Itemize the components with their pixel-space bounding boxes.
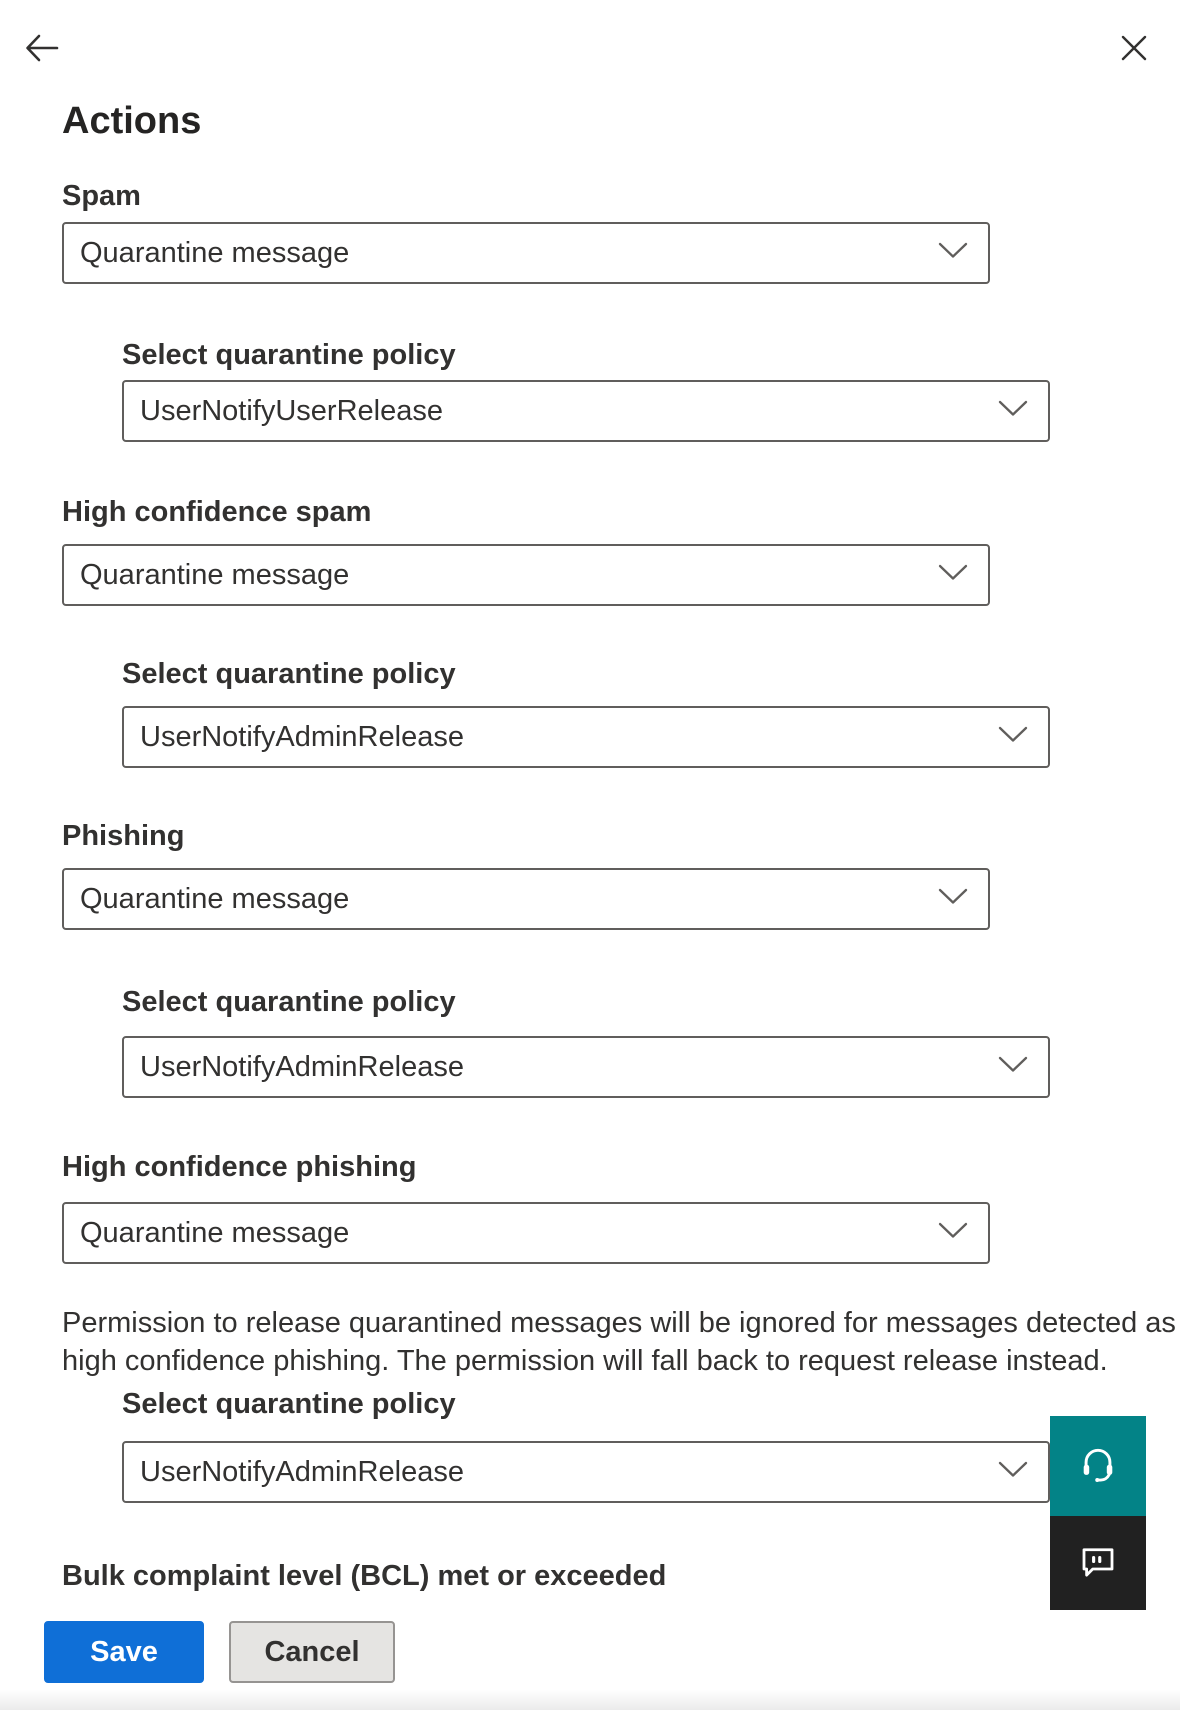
high-confidence-spam-quarantine-policy-select[interactable]	[122, 706, 1050, 768]
high-confidence-spam-policy-label: Select quarantine policy	[122, 658, 456, 690]
chevron-down-icon	[938, 1222, 968, 1244]
high-confidence-spam-label: High confidence spam	[62, 496, 372, 528]
headset-icon	[1076, 1443, 1120, 1490]
help-widget-stack	[1050, 1416, 1146, 1610]
chevron-down-icon	[998, 1056, 1028, 1078]
footer-bar	[0, 1598, 1180, 1710]
phishing-policy-value: UserNotifyAdminRelease	[140, 1050, 464, 1083]
high-confidence-phishing-action-value: Quarantine message	[80, 1216, 350, 1249]
spam-label: Spam	[62, 180, 141, 212]
spam-action-select[interactable]	[62, 222, 990, 284]
high-confidence-spam-action-select[interactable]	[62, 544, 990, 606]
cancel-button[interactable]: Cancel	[229, 1621, 395, 1683]
close-icon	[1120, 34, 1148, 62]
actions-form	[62, 0, 1176, 1594]
high-confidence-phishing-label: High confidence phishing	[62, 1151, 417, 1183]
high-confidence-phishing-policy-value: UserNotifyAdminRelease	[140, 1455, 464, 1488]
high-confidence-phishing-action-select[interactable]	[62, 1202, 990, 1264]
back-arrow-icon	[23, 31, 61, 65]
support-button[interactable]	[1050, 1416, 1146, 1516]
bulk-complaint-level-label: Bulk complaint level (BCL) met or exceeded	[62, 1560, 667, 1592]
high-confidence-spam-action-value: Quarantine message	[80, 558, 350, 591]
phishing-action-value: Quarantine message	[80, 882, 350, 915]
spam-policy-value: UserNotifyUserRelease	[140, 394, 443, 427]
phishing-action-select[interactable]	[62, 868, 990, 930]
spam-policy-label: Select quarantine policy	[122, 339, 456, 371]
high-confidence-phishing-quarantine-policy-select[interactable]	[122, 1441, 1050, 1503]
feedback-button[interactable]	[1050, 1516, 1146, 1610]
chevron-down-icon	[998, 726, 1028, 748]
phishing-label: Phishing	[62, 820, 185, 852]
high-confidence-phishing-policy-label: Select quarantine policy	[122, 1388, 456, 1420]
chevron-down-icon	[938, 242, 968, 264]
high-confidence-spam-policy-value: UserNotifyAdminRelease	[140, 720, 464, 753]
spam-quarantine-policy-select[interactable]	[122, 380, 1050, 442]
back-button[interactable]	[20, 26, 64, 70]
phishing-quarantine-policy-select[interactable]	[122, 1036, 1050, 1098]
chevron-down-icon	[938, 564, 968, 586]
high-confidence-phishing-note: Permission to release quarantined messages will be ignored for messages detected as high confidence phishing. The permission will fall back to request release instead.	[62, 1307, 1176, 1377]
chat-bubble-icon	[1077, 1541, 1119, 1586]
spam-action-value: Quarantine message	[80, 236, 350, 269]
save-button[interactable]: Save	[44, 1621, 204, 1683]
phishing-policy-label: Select quarantine policy	[122, 986, 456, 1018]
page-title: Actions	[62, 100, 202, 142]
chevron-down-icon	[938, 888, 968, 910]
chevron-down-icon	[998, 400, 1028, 422]
chevron-down-icon	[998, 1461, 1028, 1483]
